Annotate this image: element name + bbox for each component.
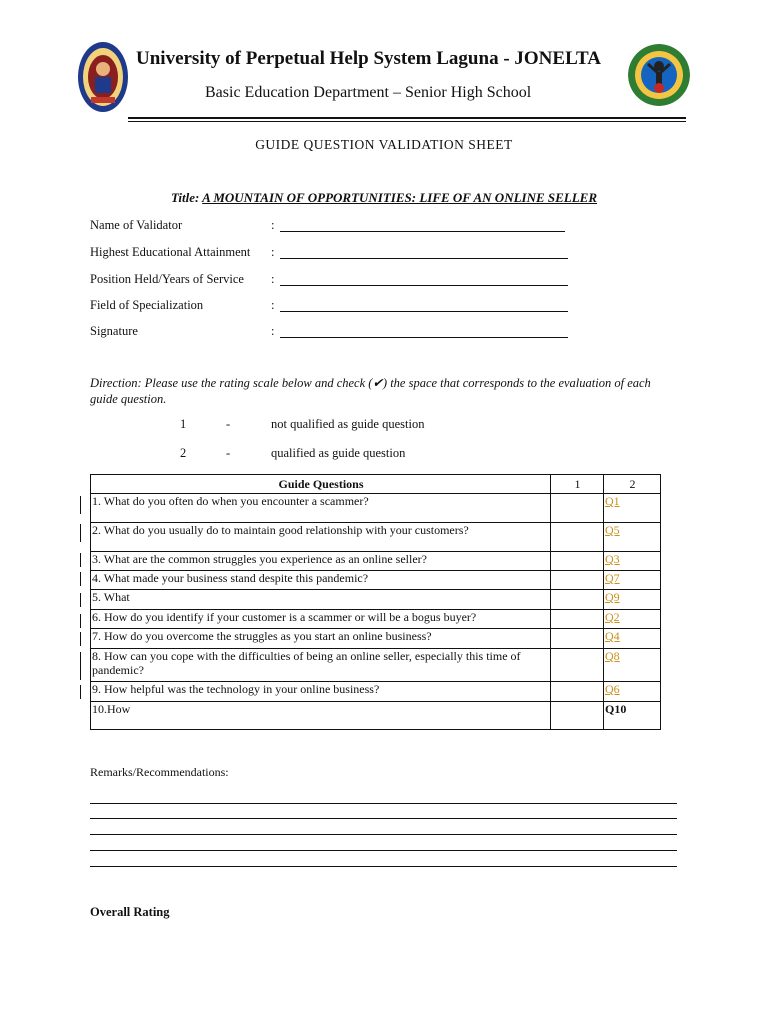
question-text: 5. What [91, 590, 551, 610]
question-text: 6. How do you identify if your customer is a scammer or will be a bogus buyer? [91, 610, 551, 629]
table-row [91, 629, 661, 649]
table-row [91, 523, 661, 552]
remarks-line[interactable] [90, 803, 677, 804]
rating-1-cell[interactable] [551, 629, 604, 649]
field-colon: : [271, 324, 275, 338]
field-label-position: Position Held/Years of Service [90, 272, 244, 286]
remarks-line[interactable] [90, 850, 677, 851]
scale-description: not qualified as guide question [271, 417, 425, 431]
table-row [91, 552, 661, 571]
question-code-link[interactable]: Q9 [605, 590, 620, 604]
revision-mark [80, 524, 81, 542]
remarks-line[interactable] [90, 834, 677, 835]
rating-2-cell[interactable] [604, 649, 661, 682]
table-header-row [91, 475, 661, 494]
table-row [91, 610, 661, 629]
field-colon: : [271, 298, 275, 312]
revision-mark [80, 632, 81, 646]
department-name: Basic Education Department – Senior High School [205, 84, 532, 101]
question-text: 1. What do you often do when you encounter a scammer? [91, 494, 551, 523]
university-seal-icon [77, 41, 129, 113]
revision-mark [80, 685, 81, 699]
rating-1-cell[interactable] [551, 649, 604, 682]
document-title-text: A MOUNTAIN OF OPPORTUNITIES: LIFE OF AN ONLINE SELLER [202, 190, 598, 205]
rating-1-cell[interactable] [551, 610, 604, 629]
question-code-link[interactable]: Q3 [605, 552, 620, 566]
question-code-link[interactable]: Q4 [605, 629, 620, 643]
rating-2-cell[interactable] [604, 629, 661, 649]
question-code-link[interactable]: Q5 [605, 523, 620, 537]
field-colon: : [271, 272, 275, 286]
header-rating-1: 1 [551, 475, 604, 494]
remarks-label: Remarks/Recommendations: [90, 765, 229, 779]
question-text: 9. How helpful was the technology in your online business? [91, 682, 551, 702]
revision-mark [80, 496, 81, 514]
direction-text: Direction: Please use the rating scale below and check (✔) the space that corresponds to the evaluation of each guide question. [90, 376, 651, 406]
table-row [91, 702, 661, 730]
question-code-link[interactable]: Q6 [605, 682, 620, 696]
header-rule-thin [128, 121, 686, 122]
question-code-link[interactable]: Q8 [605, 649, 620, 663]
field-line-validator[interactable] [280, 231, 565, 232]
rating-2-cell[interactable] [604, 552, 661, 571]
table-row [91, 682, 661, 702]
field-label-validator: Name of Validator [90, 218, 183, 232]
question-code-link[interactable]: Q7 [605, 571, 620, 585]
rating-2-cell[interactable] [604, 494, 661, 523]
question-text: 10.How [91, 702, 551, 730]
rating-1-cell[interactable] [551, 702, 604, 730]
rating-1-cell[interactable] [551, 552, 604, 571]
question-code: Q10 [605, 702, 627, 716]
overall-rating-label: Overall Rating [90, 905, 170, 919]
field-label-education: Highest Educational Attainment [90, 245, 251, 259]
field-label-signature: Signature [90, 324, 138, 338]
table-row [91, 571, 661, 590]
sheet-title: GUIDE QUESTION VALIDATION SHEET [255, 137, 513, 152]
rating-1-cell[interactable] [551, 590, 604, 610]
question-text: 3. What are the common struggles you experience as an online seller? [91, 552, 551, 571]
revision-mark [80, 572, 81, 586]
revision-mark [80, 553, 81, 567]
scale-dash: - [226, 417, 231, 431]
header-rule [128, 117, 686, 119]
field-line-signature[interactable] [280, 337, 568, 338]
question-text: 8. How can you cope with the difficulties of being an online seller, especially this time of pandemic? [91, 649, 551, 682]
rating-2-cell[interactable] [604, 682, 661, 702]
field-line-position[interactable] [280, 285, 568, 286]
question-text: 7. How do you overcome the struggles as you start an online business? [91, 629, 551, 649]
senior-high-school-seal-icon [628, 44, 690, 106]
university-name: University of Perpetual Help System Laguna - JONELTA [136, 48, 601, 69]
field-colon: : [271, 245, 275, 259]
table-row [91, 590, 661, 610]
rating-2-cell[interactable] [604, 523, 661, 552]
scale-dash: - [226, 446, 231, 460]
rating-2-cell[interactable] [604, 590, 661, 610]
header-guide-questions: Guide Questions [91, 475, 551, 494]
rating-2-cell[interactable] [604, 610, 661, 629]
header-rating-2: 2 [604, 475, 661, 494]
table-row [91, 494, 661, 523]
field-line-specialization[interactable] [280, 311, 568, 312]
rating-1-cell[interactable] [551, 682, 604, 702]
question-code-link[interactable]: Q2 [605, 610, 620, 624]
remarks-line[interactable] [90, 818, 677, 819]
scale-description: qualified as guide question [271, 446, 406, 460]
field-label-specialization: Field of Specialization [90, 298, 204, 312]
scale-number: 2 [180, 446, 187, 460]
rating-1-cell[interactable] [551, 523, 604, 552]
rating-1-cell[interactable] [551, 571, 604, 590]
scale-number: 1 [180, 417, 187, 431]
question-text: 2. What do you usually do to maintain good relationship with your customers? [91, 523, 551, 552]
document-title-prefix: Title: [170, 190, 203, 205]
remarks-line[interactable] [90, 866, 677, 867]
guide-questions-table [90, 474, 661, 730]
rating-2-cell[interactable] [604, 571, 661, 590]
question-code-link[interactable]: Q1 [605, 494, 620, 508]
rating-2-cell[interactable] [604, 702, 661, 730]
table-row [91, 649, 661, 682]
document-title [0, 190, 768, 206]
question-text: 4. What made your business stand despite this pandemic? [91, 571, 551, 590]
rating-1-cell[interactable] [551, 494, 604, 523]
revision-mark [80, 593, 81, 607]
revision-mark [80, 652, 81, 680]
field-colon: : [271, 218, 275, 232]
field-line-education[interactable] [280, 258, 568, 259]
revision-mark [80, 614, 81, 628]
